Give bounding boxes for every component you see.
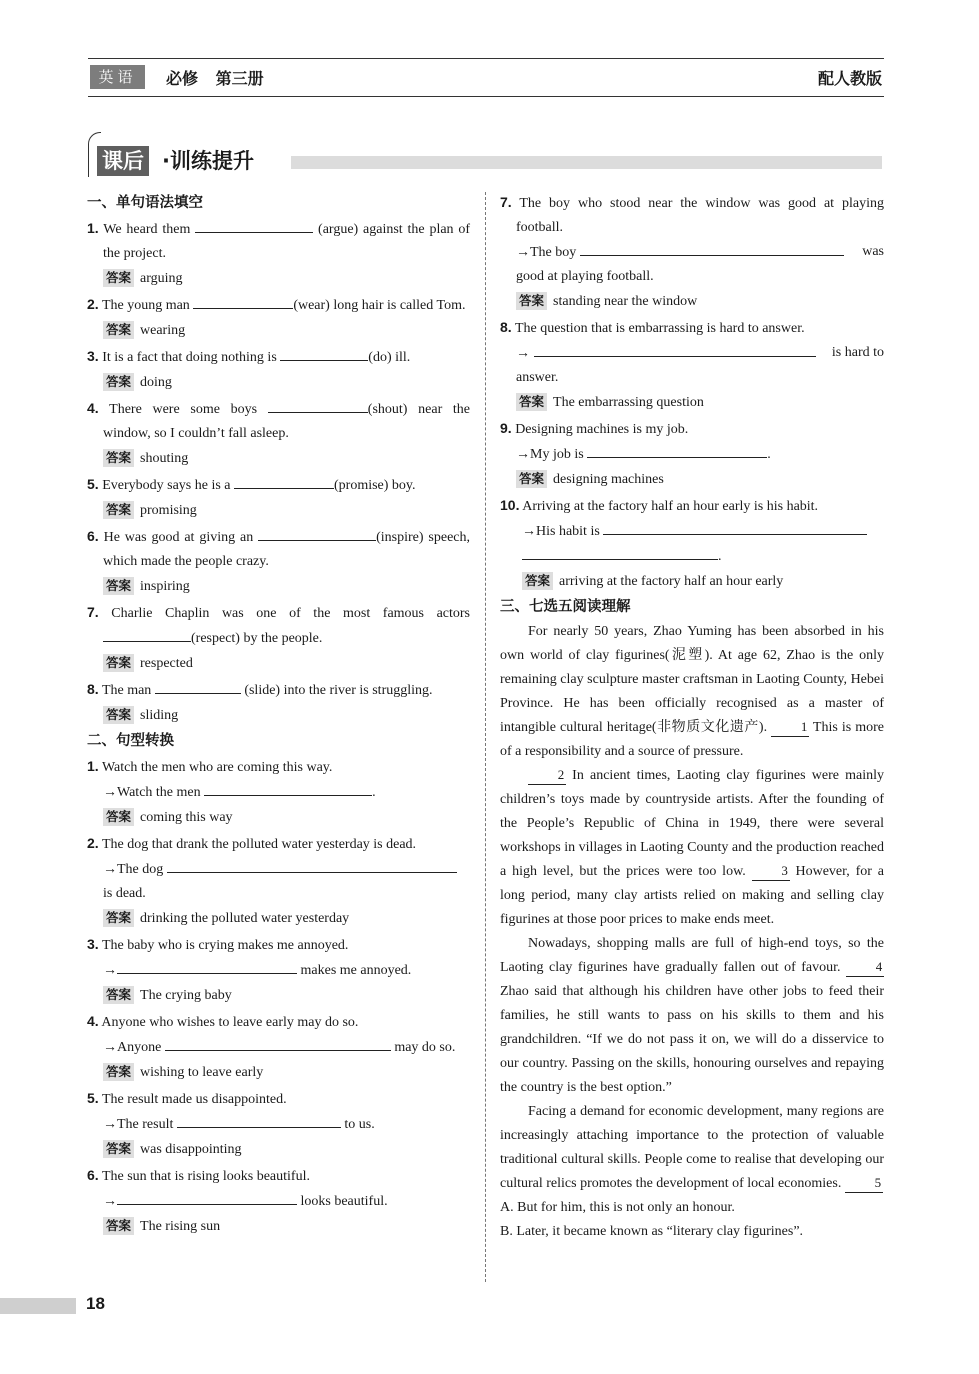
question: 6. He was good at giving an (inspire) speech, which made the people crazy. — [87, 524, 470, 574]
answer-tag: 答案 — [103, 449, 134, 467]
question: 4. There were some boys (shout) near the window, so I couldn’t fall asleep. — [87, 396, 470, 446]
passage-paragraph: Nowadays, shopping malls are full of high-end toys, so the Laoting clay figurines have gradually fallen out of favour. 4 Zhao said that although his children have other jobs to feed their families, he still wants to pass on his skills to them and his grandchildren. “If we do not pass it on, we will do a disservice to our country. Passing on the skills, honouring ourselves and repaying the country is the best option.” — [500, 936, 884, 1095]
passage-paragraph: 2 In ancient times, Laoting clay figurines were mainly children’s toys made by countryside artists. After the founding of the People’s Republic of China in 1949, there were several workshops in villages in Laoting County and the production reached a high level, but the prices were too low. 3 However, for a long period, many clay artists relied on making and selling clay figurines at those poor prices to make ends meet. — [500, 767, 885, 927]
part3-heading: 三、七选五阅读理解 — [500, 599, 631, 615]
rewrite-line: → makes me annoyed. — [87, 958, 470, 983]
answer: 答案 doing — [103, 371, 470, 395]
page-header — [88, 58, 884, 97]
answer: 答案 wearing — [103, 319, 470, 343]
footer-bar — [0, 1298, 76, 1314]
blank-2: 2 — [528, 766, 566, 785]
answer: 答案 designing machines — [516, 468, 884, 492]
answer: 答案 shouting — [103, 447, 470, 471]
subject-label: 英语 — [90, 65, 145, 89]
answer-tag: 答案 — [516, 393, 547, 411]
option-a: A. But for him, this is not only an honour. — [500, 1200, 735, 1215]
book-title: 必修 第三册 — [166, 69, 264, 88]
question: 5. Everybody says he is a (promise) boy. — [87, 472, 470, 498]
answer-tag: 答案 — [103, 1140, 134, 1158]
edition-label: 配人教版 — [817, 69, 882, 88]
rewrite-line: answer. — [516, 370, 559, 385]
section-label: 课后 — [97, 146, 149, 176]
question: 2. The young man (wear) long hair is called Tom. — [87, 292, 470, 318]
answer: 答案 coming this way — [103, 806, 470, 830]
answer-tag: 答案 — [516, 470, 547, 488]
answer-tag: 答案 — [522, 572, 553, 590]
left-column — [87, 190, 470, 1240]
question: 7. Charlie Chaplin was one of the most famous actors (respect) by the people. — [87, 604, 470, 646]
answer: 答案 wishing to leave early — [103, 1061, 470, 1085]
part1-heading: 一、单句语法填空 — [87, 195, 203, 211]
answer: 答案 was disappointing — [103, 1138, 470, 1162]
rewrite-line: →Anyone may do so. — [87, 1035, 470, 1060]
question: 3. The baby who is crying makes me annoyed. — [87, 936, 349, 953]
answer: 答案 respected — [103, 652, 470, 676]
answer-tag: 答案 — [103, 501, 134, 519]
question: 8. The man (slide) into the river is struggling. — [87, 677, 470, 703]
column-divider — [485, 192, 486, 1282]
answer: 答案 arguing — [103, 267, 470, 291]
blank-3: 3 — [752, 862, 790, 881]
answer: 答案 sliding — [103, 704, 470, 728]
answer-tag: 答案 — [103, 706, 134, 724]
answer-tag: 答案 — [103, 1217, 134, 1235]
page-number: 18 — [86, 1294, 105, 1313]
blank-4: 4 — [846, 958, 884, 977]
rewrite-line: →His habit is — [500, 519, 884, 544]
rewrite-line: →The result to us. — [87, 1112, 470, 1137]
answer: 答案 inspiring — [103, 575, 470, 599]
rewrite-line: → is hard to — [500, 341, 884, 366]
question: 3. It is a fact that doing nothing is (do) ill. — [87, 344, 470, 370]
rewrite-line: →My job is . — [500, 442, 884, 467]
passage-paragraph: Facing a demand for economic development, many regions are increasingly attaching importance to the protection of valuable traditional cultural skills. People come to realise that developing our cultural relics promotes the development of local economies. 5 — [500, 1104, 884, 1191]
answer: 答案 promising — [103, 499, 470, 523]
rewrite-line: is dead. — [103, 886, 146, 901]
question: 8. The question that is embarrassing is hard to answer. — [500, 319, 805, 336]
answer-tag: 答案 — [103, 373, 134, 391]
rewrite-line: →Watch the men . — [87, 780, 470, 805]
blank-1: 1 — [771, 718, 809, 737]
rewrite-line: →The dog — [87, 857, 470, 882]
option-b: B. Later, it became known as “literary clay figurines”. — [500, 1224, 804, 1239]
answer-tag: 答案 — [103, 1063, 134, 1081]
answer: 答案 The rising sun — [103, 1215, 470, 1239]
passage-paragraph: For nearly 50 years, Zhao Yuming has been absorbed in his own world of clay figurines(泥塑). At age 62, Zhao is the only remaining clay sculpture master craftsman in Laoting County, Hebei Province. He has been officially recognised as a master of intangible cultural heritage(非物质文化遗产). 1 This is more of a responsibility and a source of pressure. — [500, 624, 884, 759]
question: 1. Watch the men who are coming this way. — [87, 758, 333, 775]
question: 6. The sun that is rising looks beautiful. — [87, 1167, 310, 1184]
answer-tag: 答案 — [103, 269, 134, 287]
question: 1. We heard them (argue) against the plan of the project. — [87, 216, 470, 266]
rewrite-line: → looks beautiful. — [87, 1189, 470, 1214]
answer-tag: 答案 — [516, 292, 547, 310]
question: 5. The result made us disappointed. — [87, 1090, 287, 1107]
answer-tag: 答案 — [103, 577, 134, 595]
answer: 答案 standing near the window — [516, 290, 884, 314]
answer-tag: 答案 — [103, 321, 134, 339]
question: 9. Designing machines is my job. — [500, 420, 689, 437]
rewrite-line: good at playing football. — [516, 269, 654, 284]
answer: 答案 drinking the polluted water yesterday — [103, 907, 470, 931]
rewrite-line: →The boy was — [500, 240, 884, 265]
question: 7. The boy who stood near the window was good at playing football. — [500, 194, 884, 235]
section-title — [88, 132, 884, 180]
question: 10. Arriving at the factory half an hour early is his habit. — [500, 497, 819, 514]
answer-tag: 答案 — [103, 909, 134, 927]
answer-tag: 答案 — [103, 808, 134, 826]
answer: 答案 The embarrassing question — [516, 391, 884, 415]
part2-heading: 二、句型转换 — [87, 733, 174, 749]
question: 2. The dog that drank the polluted water yesterday is dead. — [87, 835, 417, 852]
answer: 答案 arriving at the factory half an hour early — [522, 570, 884, 594]
section-bar — [291, 156, 882, 169]
section-heading: ·训练提升 — [162, 149, 254, 173]
question: 4. Anyone who wishes to leave early may do so. — [87, 1013, 359, 1030]
right-column — [500, 190, 884, 1244]
answer-tag: 答案 — [103, 986, 134, 1004]
blank-5: 5 — [845, 1174, 883, 1193]
rewrite-line: . — [500, 544, 884, 569]
answer-tag: 答案 — [103, 654, 134, 672]
answer: 答案 The crying baby — [103, 984, 470, 1008]
